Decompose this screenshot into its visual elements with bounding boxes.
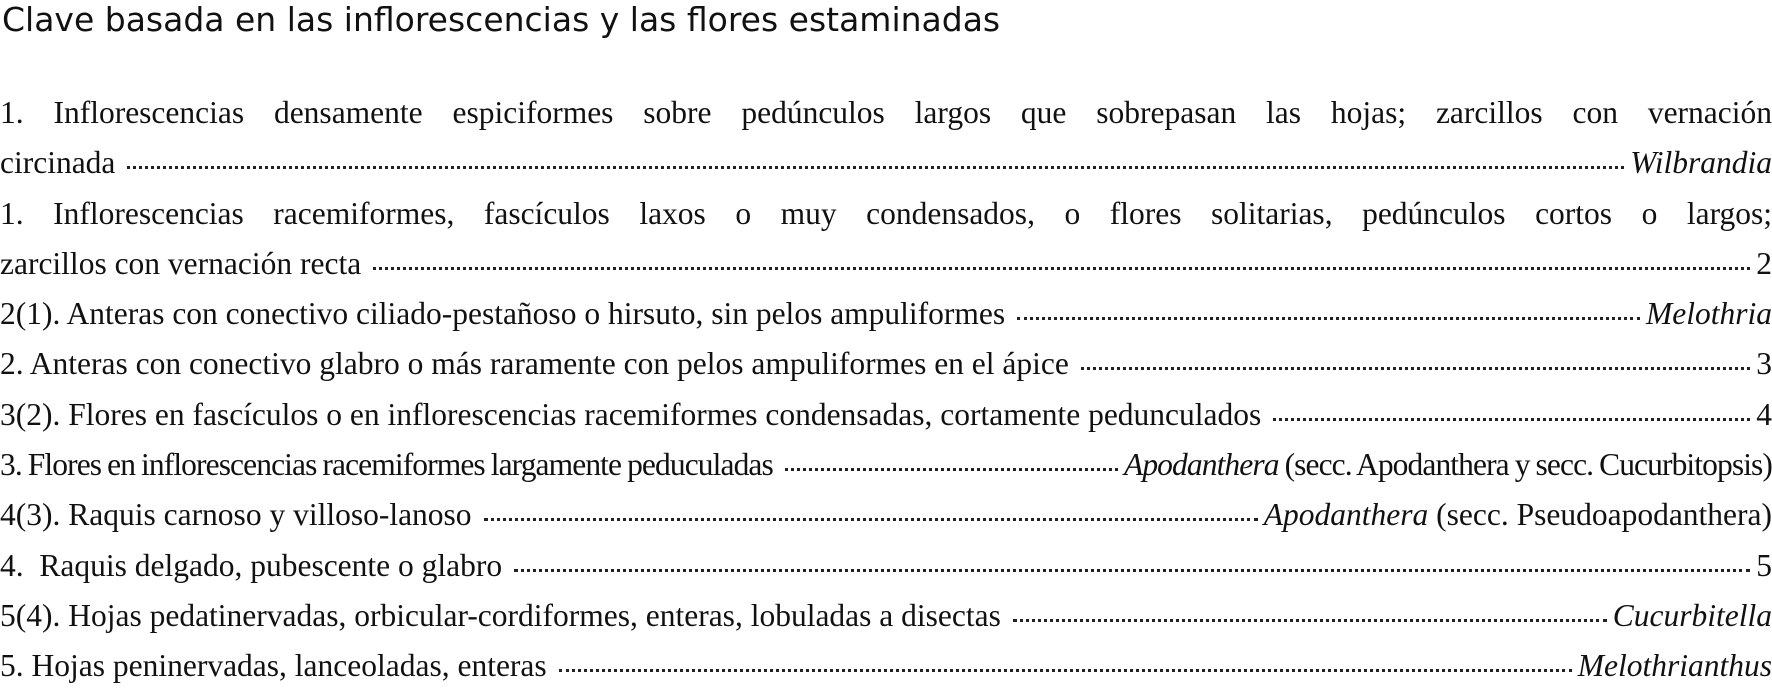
key-entry-1b	[0, 246, 1772, 296]
taxon-name: Cucurbitella	[1612, 597, 1772, 633]
key-result	[1646, 296, 1772, 332]
key-result	[1756, 548, 1772, 584]
dot-leader	[373, 267, 1750, 270]
key-result	[1578, 648, 1772, 684]
key-entry-text: 2(1). Anteras con conectivo ciliado-pestañoso o hirsuto, sin pelos ampuliformes	[0, 296, 1006, 332]
next-step-number: 4	[1756, 396, 1772, 432]
key-entry-text: circinada	[0, 145, 116, 181]
key-entry-1a-first-line	[0, 95, 1772, 145]
key-entry-text: 5(4). Hojas pedatinervadas, orbicular-cordiformes, enteras, lobuladas a disectas	[0, 597, 1001, 633]
key-entry-3b	[0, 447, 1772, 497]
taxon-name: Apodanthera	[1263, 497, 1429, 533]
key-result	[1756, 397, 1772, 433]
key-entry-5b	[0, 648, 1772, 698]
key-result	[1124, 447, 1772, 483]
key-result	[1613, 598, 1772, 634]
dot-leader	[785, 468, 1118, 471]
taxon-name: Apodanthera	[1123, 447, 1279, 483]
dot-leader	[1273, 418, 1750, 421]
key-entry-4b	[0, 548, 1772, 598]
next-step-number: 3	[1756, 346, 1772, 382]
key-entry-text: 4. Raquis delgado, pubescente o glabro	[0, 547, 503, 583]
key-result	[1264, 497, 1772, 533]
key-entry-3a	[0, 397, 1772, 447]
taxon-section: (secc. Apodanthera y secc. Cucurbitopsis)	[1284, 447, 1772, 483]
dot-leader	[1013, 619, 1607, 622]
dot-leader	[559, 669, 1572, 672]
key-entry-text: 3. Flores en inflorescencias racemiformes largamente peduculadas	[0, 447, 773, 483]
key-entry-1b-first-line	[0, 196, 1772, 246]
key-result	[1630, 145, 1772, 181]
taxon-name: Wilbrandia	[1630, 145, 1772, 181]
key-entry-text: 1. Inflorescencias densamente espiciformes sobre pedúnculos largos que sobrepasan las hojas; zarcillos con vernación	[0, 95, 1772, 130]
key-entry-text: zarcillos con vernación recta	[0, 245, 362, 281]
key-entry-text: 2. Anteras con conectivo glabro o más raramente con pelos ampuliformes en el ápice	[0, 346, 1069, 382]
next-step-number: 2	[1756, 245, 1772, 281]
taxon-name: Melothrianthus	[1577, 648, 1772, 684]
key-entry-text: 3(2). Flores en fascículos o en inflorescencias racemiformes condensadas, cortamente pedunculados	[0, 396, 1262, 432]
key-entry-text: 4(3). Raquis carnoso y villoso-lanoso	[0, 497, 472, 533]
key-entry-1a	[0, 145, 1772, 195]
dot-leader	[514, 569, 1750, 572]
key-entry-2a	[0, 296, 1772, 346]
key-entry-2b	[0, 346, 1772, 396]
key-result	[1756, 346, 1772, 382]
next-step-number: 5	[1756, 547, 1772, 583]
key-entry-text: 1. Inflorescencias racemiformes, fascículos laxos o muy condensados, o flores solitarias, pedúnculos cortos o largos;	[0, 195, 1772, 231]
key-result	[1756, 246, 1772, 282]
taxon-section: (secc. Pseudoapodanthera)	[1436, 497, 1772, 533]
dot-leader	[127, 166, 1624, 169]
identification-key	[0, 95, 1772, 699]
dot-leader	[1017, 317, 1640, 320]
taxon-name: Melothria	[1646, 296, 1772, 332]
key-entry-text: 5. Hojas peninervadas, lanceoladas, enteras	[0, 648, 547, 684]
dot-leader	[484, 518, 1258, 521]
dot-leader	[1081, 367, 1750, 370]
key-entry-4a	[0, 497, 1772, 547]
page-title: Clave basada en las inflorescencias y las flores estaminadas	[2, 0, 1001, 39]
key-entry-5a	[0, 598, 1772, 648]
